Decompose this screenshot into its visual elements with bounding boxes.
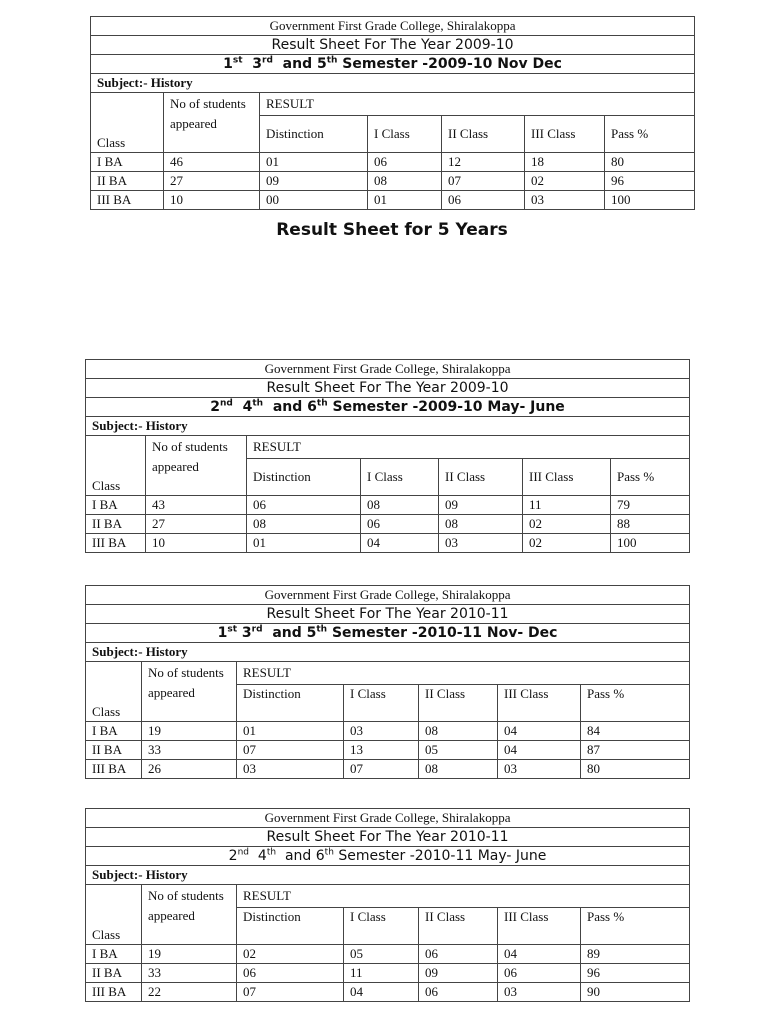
table-cell: 06: [419, 983, 498, 1002]
table-cell: 08: [361, 496, 439, 515]
table-cell: 04: [361, 534, 439, 553]
table-cell: II BA: [86, 515, 146, 534]
table-cell: III BA: [86, 534, 146, 553]
table-cell: 100: [605, 191, 695, 210]
table-cell: 46: [164, 153, 260, 172]
table-cell: 19: [142, 722, 237, 741]
semester-line: 1st 3rd and 5th Semester -2010-11 Nov- Dec: [86, 624, 690, 643]
subject-label: Subject:- History: [86, 866, 690, 885]
table-cell: 07: [442, 172, 525, 191]
table-cell: 07: [344, 760, 419, 779]
table-cell: II BA: [86, 741, 142, 760]
table-cell: 08: [419, 760, 498, 779]
distinction-header: Distinction: [237, 685, 344, 722]
table-cell: III BA: [86, 760, 142, 779]
table-cell: 05: [344, 945, 419, 964]
table-row: [91, 172, 695, 191]
table-cell: 27: [164, 172, 260, 191]
result-header: RESULT: [237, 885, 690, 908]
table-cell: 88: [611, 515, 690, 534]
class-header: Class: [86, 436, 146, 496]
result-year-line: Result Sheet For The Year 2010-11: [86, 828, 690, 847]
result-year-line: Result Sheet For The Year 2009-10: [91, 36, 695, 55]
table-cell: 100: [611, 534, 690, 553]
table-cell: 22: [142, 983, 237, 1002]
i-class-header: I Class: [344, 908, 419, 945]
i-class-header: I Class: [368, 116, 442, 153]
table-cell: 84: [581, 722, 690, 741]
iii-class-header: III Class: [498, 908, 581, 945]
subject-label: Subject:- History: [91, 74, 695, 93]
table-cell: 00: [260, 191, 368, 210]
table-cell: 07: [237, 983, 344, 1002]
table-cell: 06: [419, 945, 498, 964]
ii-class-header: II Class: [439, 459, 523, 496]
class-header: Class: [86, 885, 142, 945]
students-appeared-header: No of students appeared: [142, 662, 237, 722]
table-cell: 08: [439, 515, 523, 534]
class-header: Class: [91, 93, 164, 153]
table-row: [86, 534, 690, 553]
table-cell: I BA: [86, 722, 142, 741]
table-cell: 19: [142, 945, 237, 964]
result-table-1: [90, 16, 695, 210]
table-row: [86, 741, 690, 760]
table-cell: I BA: [86, 496, 146, 515]
result-header: RESULT: [237, 662, 690, 685]
result-header: RESULT: [247, 436, 690, 459]
table-cell: 87: [581, 741, 690, 760]
table-cell: I BA: [86, 945, 142, 964]
subject-label: Subject:- History: [86, 417, 690, 436]
result-year-line: Result Sheet For The Year 2009-10: [86, 379, 690, 398]
table-cell: 03: [237, 760, 344, 779]
table-cell: 03: [525, 191, 605, 210]
table-cell: 33: [142, 964, 237, 983]
college-name: Government First Grade College, Shiralakoppa: [86, 586, 690, 605]
college-name: Government First Grade College, Shiralakoppa: [86, 809, 690, 828]
table-cell: 06: [237, 964, 344, 983]
i-class-header: I Class: [361, 459, 439, 496]
table-cell: 09: [439, 496, 523, 515]
ii-class-header: II Class: [442, 116, 525, 153]
subject-label: Subject:- History: [86, 643, 690, 662]
class-header: Class: [86, 662, 142, 722]
table-cell: II BA: [86, 964, 142, 983]
table-cell: 02: [237, 945, 344, 964]
section-caption: Result Sheet for 5 Years: [276, 220, 508, 240]
students-appeared-header: No of students appeared: [142, 885, 237, 945]
table-cell: III BA: [86, 983, 142, 1002]
table-cell: 27: [146, 515, 247, 534]
table-cell: 08: [368, 172, 442, 191]
pass-percent-header: Pass %: [581, 908, 690, 945]
table-cell: 79: [611, 496, 690, 515]
table-row: [86, 722, 690, 741]
table-cell: II BA: [91, 172, 164, 191]
table-cell: III BA: [91, 191, 164, 210]
table-row: [86, 760, 690, 779]
semester-line: 2nd 4th and 6th Semester -2009-10 May- June: [86, 398, 690, 417]
table-cell: 03: [439, 534, 523, 553]
iii-class-header: III Class: [498, 685, 581, 722]
table-cell: 80: [605, 153, 695, 172]
table-cell: 01: [237, 722, 344, 741]
table-cell: 96: [581, 964, 690, 983]
pass-percent-header: Pass %: [611, 459, 690, 496]
table-row: [91, 153, 695, 172]
table-row: [86, 945, 690, 964]
i-class-header: I Class: [344, 685, 419, 722]
table-cell: 89: [581, 945, 690, 964]
table-cell: 04: [344, 983, 419, 1002]
table-row: [86, 983, 690, 1002]
table-row: [86, 496, 690, 515]
table-cell: 08: [419, 722, 498, 741]
table-cell: 07: [237, 741, 344, 760]
table-cell: 01: [260, 153, 368, 172]
result-table-2: [85, 359, 690, 553]
table-row: [86, 964, 690, 983]
table-cell: 12: [442, 153, 525, 172]
table-cell: 09: [419, 964, 498, 983]
table-cell: 96: [605, 172, 695, 191]
table-cell: 18: [525, 153, 605, 172]
college-name: Government First Grade College, Shiralakoppa: [86, 360, 690, 379]
table-cell: 10: [146, 534, 247, 553]
table-cell: 06: [247, 496, 361, 515]
pass-percent-header: Pass %: [581, 685, 690, 722]
result-header: RESULT: [260, 93, 695, 116]
iii-class-header: III Class: [525, 116, 605, 153]
ii-class-header: II Class: [419, 908, 498, 945]
table-cell: 08: [247, 515, 361, 534]
distinction-header: Distinction: [260, 116, 368, 153]
pass-percent-header: Pass %: [605, 116, 695, 153]
table-cell: 06: [442, 191, 525, 210]
table-cell: 02: [523, 534, 611, 553]
table-cell: 02: [525, 172, 605, 191]
table-cell: 01: [247, 534, 361, 553]
result-table-4: [85, 808, 690, 1002]
students-appeared-header: No of students appeared: [164, 93, 260, 153]
table-cell: 11: [523, 496, 611, 515]
table-cell: 01: [368, 191, 442, 210]
table-cell: 43: [146, 496, 247, 515]
table-cell: 03: [344, 722, 419, 741]
table-cell: 33: [142, 741, 237, 760]
iii-class-header: III Class: [523, 459, 611, 496]
table-cell: I BA: [91, 153, 164, 172]
semester-line: 1st 3rd and 5th Semester -2009-10 Nov Dec: [91, 55, 695, 74]
table-row: [86, 515, 690, 534]
table-cell: 06: [368, 153, 442, 172]
table-cell: 90: [581, 983, 690, 1002]
table-cell: 03: [498, 760, 581, 779]
table-cell: 26: [142, 760, 237, 779]
table-cell: 03: [498, 983, 581, 1002]
result-table-3: [85, 585, 690, 779]
table-cell: 10: [164, 191, 260, 210]
table-cell: 04: [498, 945, 581, 964]
table-cell: 05: [419, 741, 498, 760]
students-appeared-header: No of students appeared: [146, 436, 247, 496]
table-cell: 02: [523, 515, 611, 534]
table-cell: 06: [361, 515, 439, 534]
table-cell: 04: [498, 722, 581, 741]
semester-line: 2nd 4th and 6th Semester -2010-11 May- June: [86, 847, 690, 866]
ii-class-header: II Class: [419, 685, 498, 722]
distinction-header: Distinction: [237, 908, 344, 945]
distinction-header: Distinction: [247, 459, 361, 496]
table-cell: 11: [344, 964, 419, 983]
table-row: [91, 191, 695, 210]
table-cell: 13: [344, 741, 419, 760]
table-cell: 80: [581, 760, 690, 779]
table-cell: 06: [498, 964, 581, 983]
result-year-line: Result Sheet For The Year 2010-11: [86, 605, 690, 624]
table-cell: 04: [498, 741, 581, 760]
table-cell: 09: [260, 172, 368, 191]
college-name: Government First Grade College, Shiralakoppa: [91, 17, 695, 36]
